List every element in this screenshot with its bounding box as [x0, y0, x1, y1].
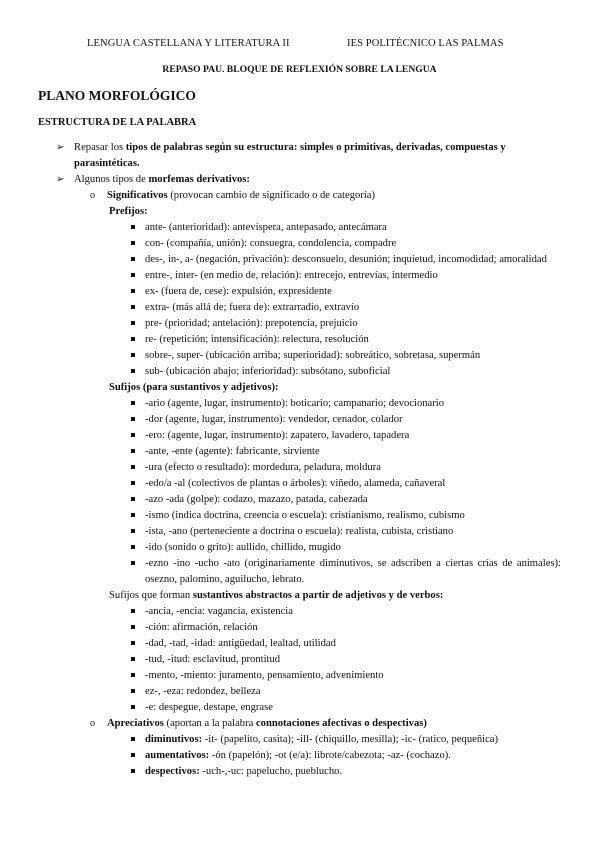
list-item: -ario (agente, lugar, instrumento): boticario; campanario; devocionario [0, 396, 561, 412]
list-item: sobre-, super- (ubicación arriba; superioridad): sobreático, sobretasa, supermán [0, 348, 561, 364]
list-item: pre- (prioridad; antelación): prepotencia, prejuicio [0, 316, 561, 332]
list-item: -edo/a -al (colectivos de plantas o árboles): viñedo, alameda, cañaveral [0, 476, 561, 492]
apreciativos-list [0, 732, 599, 780]
square-bullet-icon [131, 513, 135, 517]
significativos-heading: o Significativos (provocan cambio de significado o de categoría) [0, 188, 599, 204]
square-bullet-icon [131, 417, 135, 421]
square-bullet-icon [131, 753, 135, 757]
square-bullet-icon [131, 337, 135, 341]
list-item: -ción: afirmación, relación [0, 620, 561, 636]
square-bullet-icon [131, 465, 135, 469]
square-bullet-icon [131, 401, 135, 405]
list-item: aumentativos: -ón (papelón); -ot (e/a): librote/cabezota; -az- (cochazo). [0, 748, 561, 764]
arrow-bullet-icon: ➢ [56, 142, 65, 153]
list-item: -ura (efecto o resultado): mordedura, peladura, moldura [0, 460, 561, 476]
square-bullet-icon [131, 241, 135, 245]
square-bullet-icon [131, 305, 135, 309]
document-subtitle: REPASO PAU. BLOQUE DE REFLEXIÓN SOBRE LA LENGUA [162, 64, 437, 75]
square-bullet-icon [131, 433, 135, 437]
list-item: -azo -ada (golpe): codazo, mazazo, patada, cabezada [0, 492, 561, 508]
list-item: -mento, -miento: juramento, pensamiento, advenimiento [0, 668, 561, 684]
apreciativos-heading: o Apreciativos (aportan a la palabra connotaciones afectivas o despectivas) [0, 716, 599, 732]
list-item: -ismo (indica doctrina, creencia o escuela): cristianismo, realismo, cubismo [0, 508, 561, 524]
square-bullet-icon [131, 657, 135, 661]
list-item: -ero: (agente, lugar, instrumento): zapatero, lavadero, tapadera [0, 428, 561, 444]
square-bullet-icon [131, 673, 135, 677]
list-item: -ante, -ente (agente): fabricante, sirviente [0, 444, 561, 460]
circle-bullet-icon: o [90, 718, 95, 729]
section-title: PLANO MORFOLÓGICO [38, 88, 196, 103]
square-bullet-icon [131, 769, 135, 773]
square-bullet-icon [131, 273, 135, 277]
square-bullet-icon [131, 545, 135, 549]
square-bullet-icon [131, 737, 135, 741]
sufijos-list [0, 396, 599, 588]
list-item: -ancia, -encia: vagancia, existencia [0, 604, 561, 620]
list-item: -dor (agente, lugar, instrumento): vendedor, cenador, colador [0, 412, 561, 428]
list-item: -dad, -tad, -idad: antigüedad, lealtad, utilidad [0, 636, 561, 652]
square-bullet-icon [131, 609, 135, 613]
square-bullet-icon [131, 641, 135, 645]
prefijos-list [0, 220, 599, 380]
list-item: -e: despegue, destape, engrase [0, 700, 561, 716]
square-bullet-icon [131, 353, 135, 357]
list-item: ante- (anterioridad): antevíspera, antepasado, antecámara [0, 220, 561, 236]
square-bullet-icon [131, 449, 135, 453]
list-item: -ista, -ano (perteneciente a doctrina o escuela): realista, cubista, cristiano [0, 524, 561, 540]
list-item: -tud, -itud: esclavitud, prontitud [0, 652, 561, 668]
arrow-bullet-icon: ➢ [56, 174, 65, 185]
sufijos-label: Sufijos (para sustantivos y adjetivos): [109, 382, 279, 393]
abstractos-list [0, 604, 599, 716]
list-item: re- (repetición; intensificación): relectura, resolución [0, 332, 561, 348]
square-bullet-icon [131, 321, 135, 325]
header-school: IES POLITÉCNICO LAS PALMAS [347, 38, 504, 49]
square-bullet-icon [131, 689, 135, 693]
list-item: des-, in-, a- (negación, privación): desconsuelo, desunión; inquietud, incomodidad; amoralidad [0, 252, 561, 268]
list-item: con- (compañía, unión): consuegra, condolencia, compadre [0, 236, 561, 252]
list-item: entre-, inter- (en medio de, relación): entrecejo, entrevías, intermedio [0, 268, 561, 284]
arrow-item: ➢ Repasar los tipos de palabras según su estructura: simples o primitivas, derivadas, compuestas y parasintéticas. [56, 142, 506, 169]
list-item: ez-, -eza: redondez, belleza [0, 684, 561, 700]
list-item: despectivos: -uch-,-uc: papelucho, pueblucho. [0, 764, 561, 780]
circle-bullet-icon: o [90, 190, 95, 201]
header-subject: LENGUA CASTELLANA Y LITERATURA II [87, 38, 290, 49]
abstractos-label: Sufijos que forman sustantivos abstractos a partir de adjetivos y de verbos: [109, 590, 444, 601]
square-bullet-icon [131, 481, 135, 485]
subsection-title: ESTRUCTURA DE LA PALABRA [38, 117, 197, 128]
list-item: extra- (más allá de; fuera de): extrarradio, extravío [0, 300, 561, 316]
square-bullet-icon [131, 289, 135, 293]
list-item: -ido (sonido o grito): aullido, chillido, mugido [0, 540, 561, 556]
square-bullet-icon [131, 225, 135, 229]
content [0, 140, 599, 780]
list-item: sub- (ubicación abajo; inferioridad): subsótano, suboficial [0, 364, 561, 380]
square-bullet-icon [131, 497, 135, 501]
list-item: -ezno -ino -ucho -ato (originariamente diminutivos, se adscriben a ciertas crías de animales): osezno, palomino, aguilucho, lebrato. [0, 556, 561, 588]
list-item: ex- (fuera de, cese): expulsión, expresidente [0, 284, 561, 300]
square-bullet-icon [131, 625, 135, 629]
square-bullet-icon [131, 529, 135, 533]
list-item: diminutivos: -it- (papelito, casita); -ill- (chiquillo, mesilla); -ic- (ratico, pequeñica) [0, 732, 561, 748]
square-bullet-icon [131, 705, 135, 709]
square-bullet-icon [131, 257, 135, 261]
square-bullet-icon [131, 561, 135, 565]
square-bullet-icon [131, 369, 135, 373]
arrow-item: ➢ Algunos tipos de morfemas derivativos: [0, 172, 599, 188]
prefijos-label: Prefijos: [109, 206, 148, 217]
